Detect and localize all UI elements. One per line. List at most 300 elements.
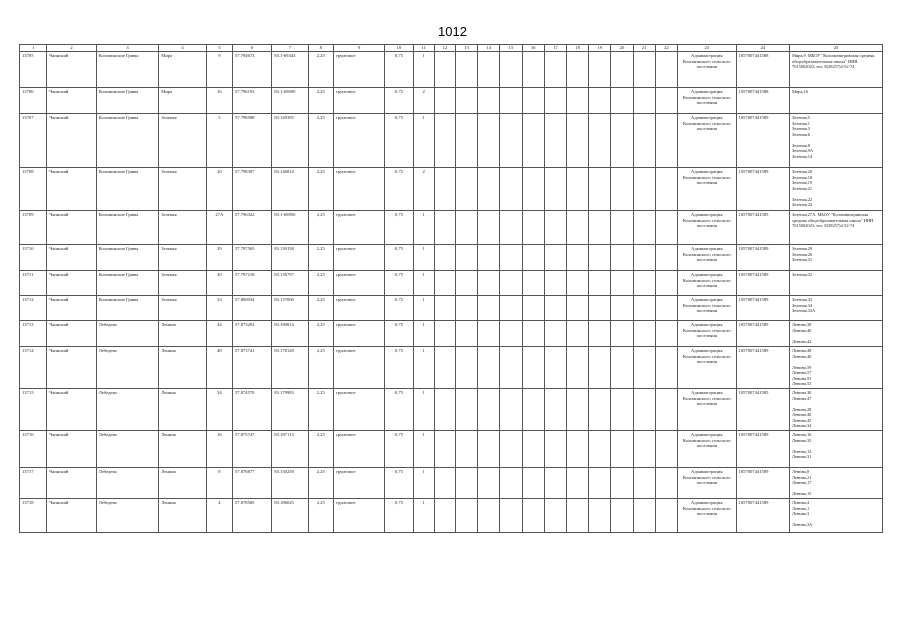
table-cell (522, 347, 544, 389)
table-cell: Коломинские Гривы (96, 245, 159, 271)
table-cell: 9 (206, 52, 232, 88)
table-cell: Зеленая (159, 168, 206, 211)
table-cell: грунтовое (333, 296, 384, 321)
table-cell: 13715 (20, 389, 47, 431)
table-cell (522, 211, 544, 245)
table-cell: 57.874570 (232, 389, 271, 431)
table-cell: Лебедево (96, 389, 159, 431)
table-cell (544, 245, 566, 271)
table-cell: грунтовое (333, 347, 384, 389)
table-cell: Ленина,4 Ленина,1 Ленина,3 Ленина,3А (790, 499, 883, 533)
table-row (20, 431, 883, 468)
column-header: 6 (232, 45, 271, 52)
table-cell: Чаинский (47, 245, 96, 271)
table-cell: 13705 (20, 52, 47, 88)
table-row (20, 52, 883, 88)
table-cell: Коломинские Гривы (96, 211, 159, 245)
table-cell (611, 211, 633, 245)
table-cell: 2,25 (308, 88, 333, 114)
table-cell: 1057007441589 (736, 245, 789, 271)
table-cell: Лебедево (96, 347, 159, 389)
table-cell: Чаинский (47, 211, 96, 245)
table-cell (455, 347, 477, 389)
table-cell: Мира (159, 52, 206, 88)
table-cell (434, 114, 455, 168)
table-row (20, 499, 883, 533)
table-cell: 57.794673 (232, 52, 271, 88)
table-cell: Администрация Коломинского сельского поселения (677, 347, 736, 389)
table-row (20, 347, 883, 389)
table-cell (455, 114, 477, 168)
table-cell (522, 499, 544, 533)
table-row (20, 296, 883, 321)
table-cell (522, 296, 544, 321)
table-cell: 0,75 (385, 211, 413, 245)
column-header: 13 (455, 45, 477, 52)
table-cell (655, 389, 677, 431)
table-cell (589, 431, 611, 468)
table-cell: Коломинские Гривы (96, 88, 159, 114)
table-cell: Ленина (159, 321, 206, 347)
table-cell (544, 296, 566, 321)
table-cell: 83.186025 (272, 499, 308, 533)
table-cell: 8 (206, 468, 232, 499)
table-cell (544, 321, 566, 347)
table-cell (655, 211, 677, 245)
table-cell: Чаинский (47, 431, 96, 468)
table-cell (500, 389, 522, 431)
table-row (20, 271, 883, 296)
table-cell: грунтовое (333, 389, 384, 431)
table-cell: 2 (413, 168, 434, 211)
table-cell: Лебедево (96, 468, 159, 499)
table-cell: 1057007441589 (736, 271, 789, 296)
table-cell: 1 (413, 211, 434, 245)
table-cell: грунтовое (333, 271, 384, 296)
table-cell: 1057007441589 (736, 114, 789, 168)
table-cell: Мира,16 (790, 88, 883, 114)
column-header: 23 (677, 45, 736, 52)
table-cell (478, 271, 500, 296)
table-cell: 1 (413, 114, 434, 168)
table-cell: 1057007441589 (736, 296, 789, 321)
table-cell (633, 499, 655, 533)
table-cell: 2,25 (308, 468, 333, 499)
table-cell (611, 271, 633, 296)
table-cell: Ленина,30 Ленина,47 Ленина,28 Ленина,40 Ленина,45 Ленина,34 (790, 389, 883, 431)
table-cell: 13712 (20, 296, 47, 321)
table-cell: Лебедево (96, 499, 159, 533)
header-row (20, 45, 883, 52)
table-cell: Чаинский (47, 468, 96, 499)
table-cell: Зеленая,33 Зеленая,34 Зеленая,33А (790, 296, 883, 321)
table-cell: Администрация Коломинского сельского поселения (677, 271, 736, 296)
table-cell (544, 168, 566, 211)
table-cell: 44 (206, 321, 232, 347)
table-cell (566, 347, 588, 389)
column-header: 16 (522, 45, 544, 52)
table-cell (633, 321, 655, 347)
table-cell (633, 52, 655, 88)
table-row (20, 168, 883, 211)
table-cell: 1 (413, 468, 434, 499)
table-cell (589, 347, 611, 389)
table-cell: 1057007441589 (736, 321, 789, 347)
table-cell: 83.139158 (272, 245, 308, 271)
table-cell: Зеленая (159, 296, 206, 321)
table-cell: 27А (206, 211, 232, 245)
table-cell (478, 211, 500, 245)
table-cell (478, 321, 500, 347)
table-cell (655, 431, 677, 468)
table-body (20, 52, 883, 533)
table-cell: грунтовое (333, 168, 384, 211)
table-cell (566, 88, 588, 114)
table-cell (633, 245, 655, 271)
table-cell: Чаинский (47, 296, 96, 321)
table-cell: 2,25 (308, 168, 333, 211)
table-cell: 57.797565 (232, 245, 271, 271)
table-cell (455, 168, 477, 211)
table-cell: Администрация Коломинского сельского поселения (677, 168, 736, 211)
table-cell (544, 431, 566, 468)
table-cell (434, 468, 455, 499)
table-cell: 1 (413, 245, 434, 271)
table-cell (500, 321, 522, 347)
table-cell: Зеленая,27А. МБОУ "Коломинигривская средняя общеобразовательная школа" ИНН 7015002023, тел. 8(38257)4-52-74 (790, 211, 883, 245)
table-cell (566, 168, 588, 211)
table-cell (566, 211, 588, 245)
table-cell (500, 271, 522, 296)
table-cell (655, 347, 677, 389)
table-cell: Ленина (159, 347, 206, 389)
table-cell (633, 468, 655, 499)
table-cell: Мира (159, 88, 206, 114)
table-cell: 13713 (20, 321, 47, 347)
table-cell (478, 431, 500, 468)
table-cell (500, 499, 522, 533)
table-cell (611, 114, 633, 168)
table-cell: Ленина (159, 389, 206, 431)
table-cell (655, 114, 677, 168)
table-cell: 29 (206, 245, 232, 271)
table-cell: 1057007441585 (736, 211, 789, 245)
table-cell (611, 389, 633, 431)
table-cell (589, 296, 611, 321)
column-header: 8 (308, 45, 333, 52)
table-cell (478, 168, 500, 211)
table-cell: 83.178128 (272, 347, 308, 389)
table-cell (500, 114, 522, 168)
table-cell: 1057007441588 (736, 52, 789, 88)
column-header: 7 (272, 45, 308, 52)
table-cell: 83.150258 (272, 468, 308, 499)
table-cell: 0,75 (385, 431, 413, 468)
table-cell (566, 499, 588, 533)
table-cell (544, 114, 566, 168)
table-cell: 2,25 (308, 389, 333, 431)
table-cell (500, 52, 522, 88)
table-cell: 0,75 (385, 271, 413, 296)
table-cell: Ленина,8 Ленина,21 Ленина,17 Ленина,15 (790, 468, 883, 499)
table-cell (589, 389, 611, 431)
table-cell: 57.878585 (232, 499, 271, 533)
table-cell: 57.796193 (232, 88, 271, 114)
table-cell (566, 389, 588, 431)
table-cell (544, 347, 566, 389)
table-cell: 2 (413, 88, 434, 114)
table-cell: 57.875747 (232, 431, 271, 468)
table-cell: 13707 (20, 114, 47, 168)
column-header: 25 (790, 45, 883, 52)
table-cell (589, 468, 611, 499)
table-cell (589, 211, 611, 245)
table-row (20, 114, 883, 168)
table-cell (434, 389, 455, 431)
table-cell (589, 321, 611, 347)
table-cell (611, 296, 633, 321)
table-cell: 13711 (20, 271, 47, 296)
table-cell: 83.1-69856 (272, 211, 308, 245)
table-cell: 2,25 (308, 245, 333, 271)
table-cell: 1057007441589 (736, 468, 789, 499)
table-cell: 13709 (20, 211, 47, 245)
table-cell: Зеленая,5 Зеленая,1 Зеленая,3 Зеленая,6 Зеленая,8 Зеленая,9А Зеленая,14 (790, 114, 883, 168)
table-cell (478, 347, 500, 389)
table-cell: Ленина (159, 468, 206, 499)
table-cell: 2,25 (308, 271, 333, 296)
table-cell: 0,75 (385, 499, 413, 533)
table-cell (589, 168, 611, 211)
table-cell (434, 88, 455, 114)
table-cell (566, 296, 588, 321)
table-cell: 83.1-69690 (272, 88, 308, 114)
table-cell: грунтовое (333, 52, 384, 88)
column-header: 15 (500, 45, 522, 52)
table-cell: 1 (413, 347, 434, 389)
table-cell (611, 88, 633, 114)
table-cell (566, 245, 588, 271)
table-cell: Чаинский (47, 499, 96, 533)
table-cell (522, 114, 544, 168)
table-cell (633, 211, 655, 245)
table-cell (566, 52, 588, 88)
table-row (20, 389, 883, 431)
table-cell: 2,25 (308, 321, 333, 347)
table-cell (522, 52, 544, 88)
table-cell: Зеленая,20 Зеленая,18 Зеленая,19 Зеленая,21 Зеленая,22 Зеленая,24 (790, 168, 883, 211)
column-header: 22 (655, 45, 677, 52)
table-cell: 57.873293 (232, 321, 271, 347)
table-cell (633, 389, 655, 431)
table-row (20, 468, 883, 499)
table-cell: Администрация Коломинского сельского поселения (677, 114, 736, 168)
page-number: 1012 (438, 24, 467, 39)
table-cell: 1 (413, 431, 434, 468)
table-cell (544, 88, 566, 114)
table-cell (655, 245, 677, 271)
table-cell (455, 88, 477, 114)
table-cell (455, 389, 477, 431)
table-cell: 83.180814 (272, 321, 308, 347)
table-cell (566, 271, 588, 296)
column-header: 4 (159, 45, 206, 52)
table-cell: Чаинский (47, 321, 96, 347)
table-cell: 16 (206, 88, 232, 114)
table-cell: Зеленая (159, 211, 206, 245)
column-header: 11 (413, 45, 434, 52)
table-cell: 13714 (20, 347, 47, 389)
table-cell (633, 347, 655, 389)
registry-table (19, 44, 883, 533)
table-cell: грунтовое (333, 321, 384, 347)
table-cell (655, 52, 677, 88)
table-cell (455, 52, 477, 88)
table-cell: Мира,9. МБОУ "Коломинигривская средняя общеобразовательная школа" ИНН 7015002023, тел. 8(38257)4-52-74 (790, 52, 883, 88)
table-cell: 13706 (20, 88, 47, 114)
table-cell: Администрация Коломинского сельского поселения (677, 211, 736, 245)
table-cell: 0,75 (385, 296, 413, 321)
table-cell (522, 321, 544, 347)
table-cell (500, 88, 522, 114)
table-cell: 13710 (20, 245, 47, 271)
table-row (20, 245, 883, 271)
table-cell: 1 (413, 52, 434, 88)
table-cell (544, 271, 566, 296)
table-cell (500, 296, 522, 321)
table-cell (522, 168, 544, 211)
table-cell: грунтовое (333, 468, 384, 499)
table-cell (566, 114, 588, 168)
table-cell (589, 88, 611, 114)
table-cell (633, 114, 655, 168)
table-cell: 13718 (20, 499, 47, 533)
table-cell (589, 114, 611, 168)
table-cell: Чаинский (47, 88, 96, 114)
table-cell: Зеленая (159, 245, 206, 271)
table-cell: 57.800034 (232, 296, 271, 321)
table-cell (478, 389, 500, 431)
table-cell (655, 321, 677, 347)
table-cell: 2,25 (308, 431, 333, 468)
table-cell (455, 245, 477, 271)
table-cell: 1 (413, 389, 434, 431)
table-cell: 83.149395 (272, 114, 308, 168)
table-cell (500, 468, 522, 499)
table-cell: Коломинские Гривы (96, 168, 159, 211)
table-cell: Чаинский (47, 271, 96, 296)
table-cell (478, 52, 500, 88)
table-cell: 4 (206, 499, 232, 533)
table-cell: Лебедево (96, 431, 159, 468)
table-cell: 57.798307 (232, 168, 271, 211)
table-cell (566, 321, 588, 347)
table-cell (500, 168, 522, 211)
table-cell (611, 168, 633, 211)
table-cell (589, 499, 611, 533)
table-cell (544, 52, 566, 88)
table-cell: 0,75 (385, 52, 413, 88)
table-cell (434, 347, 455, 389)
table-cell (544, 499, 566, 533)
table-cell (655, 296, 677, 321)
table-cell (434, 168, 455, 211)
table-cell: грунтовое (333, 431, 384, 468)
table-cell: Коломинские Гривы (96, 271, 159, 296)
table-cell (478, 88, 500, 114)
table-cell (434, 211, 455, 245)
table-cell: 83.136797 (272, 271, 308, 296)
table-cell: грунтовое (333, 245, 384, 271)
table-cell: Коломинские Гривы (96, 52, 159, 88)
table-cell: Лебедево (96, 321, 159, 347)
column-header: 20 (611, 45, 633, 52)
table-cell (522, 271, 544, 296)
table-cell: грунтовое (333, 114, 384, 168)
table-cell (611, 321, 633, 347)
table-cell (434, 321, 455, 347)
table-cell: 0,75 (385, 389, 413, 431)
table-cell: 2,25 (308, 296, 333, 321)
table-cell (589, 245, 611, 271)
table-cell: 2,25 (308, 347, 333, 389)
table-cell (500, 431, 522, 468)
table-row (20, 88, 883, 114)
table-cell: 57.873741 (232, 347, 271, 389)
table-cell (589, 271, 611, 296)
table-cell: Чаинский (47, 168, 96, 211)
table-cell (522, 389, 544, 431)
table-cell (455, 499, 477, 533)
table-cell (455, 271, 477, 296)
table-cell (544, 389, 566, 431)
table-cell: 0,75 (385, 321, 413, 347)
table-cell (434, 245, 455, 271)
table-row (20, 321, 883, 347)
table-cell: 57.796322 (232, 211, 271, 245)
table-cell: Администрация Коломинского сельского поселения (677, 52, 736, 88)
table-cell: Ленина (159, 499, 206, 533)
table-cell (455, 321, 477, 347)
table-cell: грунтовое (333, 499, 384, 533)
table-cell (478, 296, 500, 321)
table-cell: 83.179983 (272, 389, 308, 431)
table-cell (522, 245, 544, 271)
table-cell (455, 296, 477, 321)
table-cell: Администрация Коломинского сельского поселения (677, 321, 736, 347)
table-cell (633, 296, 655, 321)
table-cell: Чаинский (47, 389, 96, 431)
table-cell (455, 211, 477, 245)
column-header: 18 (566, 45, 588, 52)
table-cell (633, 431, 655, 468)
table-cell: 2,25 (308, 499, 333, 533)
table-cell (611, 52, 633, 88)
table-cell: 5 (206, 114, 232, 168)
table-cell: 1 (413, 321, 434, 347)
table-cell (500, 347, 522, 389)
table-cell: 57.876877 (232, 468, 271, 499)
table-cell (611, 431, 633, 468)
table-cell (566, 431, 588, 468)
table-cell: Администрация Коломинского сельского поселения (677, 431, 736, 468)
table-cell: 2,25 (308, 114, 333, 168)
table-cell (611, 468, 633, 499)
table-cell: Зеленая (159, 271, 206, 296)
table-cell: 34 (206, 389, 232, 431)
table-cell (500, 211, 522, 245)
column-header: 2 (47, 45, 96, 52)
